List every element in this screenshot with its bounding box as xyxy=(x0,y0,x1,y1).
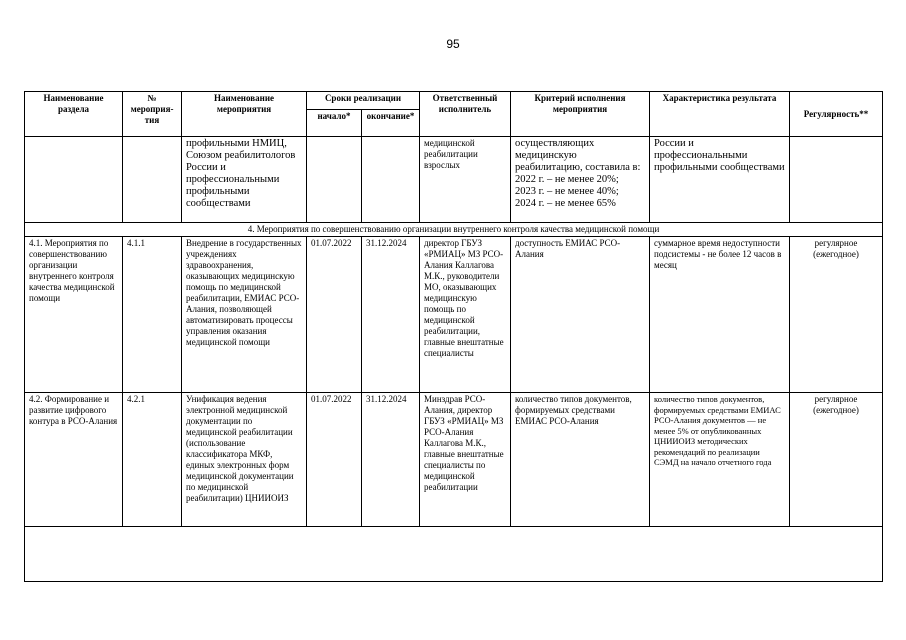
row-responsible: Минздрав РСО-Алания, директор ГБУЗ «РМИАЦ» МЗ РСО-Алания Каллагова М.К., главные внештатные специалисты по медицинской реабилитации xyxy=(420,393,511,527)
row-section: 4.2. Формирование и развитие цифрового контура в РСО-Алания xyxy=(25,393,123,527)
header-end: окончание* xyxy=(362,110,420,137)
cont-measure: профильными НМИЦ, Союзом реабилитологов России и профессиональными профильными сообществами xyxy=(182,137,307,223)
page-number: 95 xyxy=(446,37,460,51)
table-row xyxy=(25,393,883,527)
row-measure: Унификация ведения электронной медицинской документации по медицинской реабилитации (использование классификатора МКФ, единых электронных форм медицинской документации по медицинской реабилитации) ЦНИИОИЗ xyxy=(182,393,307,527)
row-end: 31.12.2024 xyxy=(362,237,420,393)
cont-criterion-line: 2023 г. – не менее 40%; xyxy=(515,186,619,197)
header-regularity: Регулярность** xyxy=(790,92,883,137)
cont-result: России и профессиональными профильными сообществами xyxy=(650,137,790,223)
row-number: 4.2.1 xyxy=(123,393,182,527)
section-title: 4. Мероприятия по совершенствованию организации внутреннего контроля качества медицинской помощи xyxy=(25,223,883,237)
row-measure: Внедрение в государственных учреждениях здравоохранения, оказывающих медицинскую помощь по медицинской реабилитации, ЕМИАС РСО-Алания, позволяющей автоматизировать процессы управления оказания медицинской помощи xyxy=(182,237,307,393)
cont-criterion-line: осуществляющих медицинскую реабилитацию, составила в: xyxy=(515,138,641,173)
row-responsible: директор ГБУЗ «РМИАЦ» МЗ РСО-Алания Каллагова М.К., руководители МО, оказывающих медицинскую помощь по медицинской реабилитации, главные внештатные специалисты xyxy=(420,237,511,393)
header-result: Характеристика результата xyxy=(650,92,790,137)
table-row xyxy=(25,137,883,223)
header-measure: Наименование мероприятия xyxy=(182,92,307,137)
header-number: № мероприя-тия xyxy=(123,92,182,137)
section-row xyxy=(25,223,883,237)
cont-criterion-line: 2024 г. – не менее 65% xyxy=(515,198,616,209)
header-criterion: Критерий исполнения мероприятия xyxy=(511,92,650,137)
cont-criterion xyxy=(511,137,650,223)
table-row xyxy=(25,237,883,393)
row-criterion: количество типов документов, формируемых средствами ЕМИАС РСО-Алания xyxy=(511,393,650,527)
row-result: количество типов документов, формируемых средствами ЕМИАС РСО-Алания документов — не менее 5% от опубликованных ЦНИИОИЗ методических рекомендаций по реализации СЭМД на начало отчетного года xyxy=(650,393,790,527)
row-end: 31.12.2024 xyxy=(362,393,420,527)
row-section: 4.1. Мероприятия по совершенствованию организации внутреннего контроля качества медицинской помощи xyxy=(25,237,123,393)
row-regularity: регулярное (ежегодное) xyxy=(790,237,883,393)
row-result: суммарное время недоступности подсистемы - не более 12 часов в месяц xyxy=(650,237,790,393)
row-number: 4.1.1 xyxy=(123,237,182,393)
cont-responsible: медицинской реабилитации взрослых xyxy=(420,137,511,223)
header-responsible: Ответственный исполнитель xyxy=(420,92,511,137)
header-start: начало* xyxy=(307,110,362,137)
row-regularity: регулярное (ежегодное) xyxy=(790,393,883,527)
cont-criterion-line: 2022 г. – не менее 20%; xyxy=(515,174,619,185)
measures-table xyxy=(24,91,883,582)
row-start: 01.07.2022 xyxy=(307,237,362,393)
header-terms: Сроки реализации xyxy=(307,92,420,110)
header-section: Наименование раздела xyxy=(25,92,123,137)
row-criterion: доступность ЕМИАС РСО-Алания xyxy=(511,237,650,393)
empty-row xyxy=(25,527,883,582)
row-start: 01.07.2022 xyxy=(307,393,362,527)
